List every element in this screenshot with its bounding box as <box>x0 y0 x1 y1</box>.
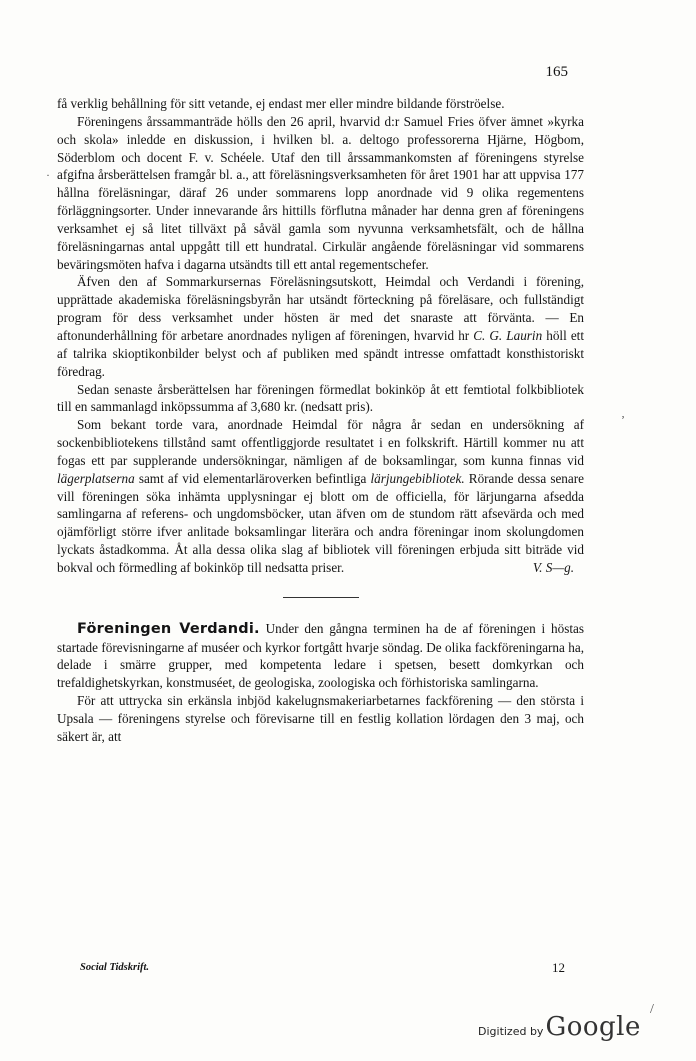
paragraph-5-after: Rörande dessa senare vill föreningen söka inhämta upplysningar ej blott om de officiella, för lärjungarna afsedda samlingarna af referens- och ungdomsböcker, utan äfven om de stundom rätt afsevärda och med ojämförligt större ifver anlitade boksamlingar literära och andra föreningar inom skolungdomen lyckats åstadkomma. Åt alla dessa olika slag af bibliotek vill föreningen erbjuda sitt biträde vid bokval och förmedling af bokinköp till nedsatta priser. <box>57 470 584 575</box>
paragraph-5-middle: samt af vid elementarläroverken befintliga <box>134 470 371 486</box>
google-logo: Google <box>545 1012 641 1042</box>
paragraph-5 <box>57 416 584 577</box>
body-text <box>57 95 584 746</box>
paragraph-3 <box>57 273 584 380</box>
paragraph-5-italic: lägerplatserna <box>57 470 135 486</box>
section-divider <box>283 597 359 598</box>
verdandi-paragraph-2: För att uttrycka sin erkänsla inbjöd kakelugnsmakeriarbetarnes fackförening — den största i Upsala — föreningens styrelse och förevisarne till en festlig kollation lördagen den 3 maj, och säkert är, att <box>57 693 584 744</box>
paragraph-1: få verklig behållning för sitt vetande, ej endast mer eller mindre bildande förströelse. <box>57 96 505 111</box>
footer-journal: Social Tidskrift. <box>80 962 150 973</box>
margin-tick-mark: ʼ <box>621 413 625 427</box>
paragraph-3-before: Äfven den af Sommarkursernas Föreläsningsutskott, Heimdal och Verdandi i förening, upprättade akademiska föreläsningsbyrån har utsändt förteckning på föreläsare, och fullständigt program för dess verksamhet under hösten är med det snaraste att förvänta. — En aftonunderhållning för arbetare anordnades nyligen af föreningen, hvarvid hr <box>57 274 584 343</box>
paragraph-3-italic: C. G. Laurin <box>473 327 543 343</box>
paragraph-3-after: höll ett af talrika skioptikonbilder belyst och af publiken med spändt intresse omfattadt konsthistoriskt föredrag. <box>57 327 584 379</box>
section-heading: Föreningen Verdandi. <box>77 620 260 637</box>
verdandi-text-1: Under den gångna terminen ha de af föreningen i höstas startade förevisningarne af muséer och kyrkor fortgått hvarje söndag. De olika fackföreningarna ha, delade i smärre grupper, med kompetenta ledare i spetsen, besett domkyrkan och trefaldighetskyrkan, konstmuséet, de geologiska, zoologiska och förhistoriska samlingarna. <box>57 620 584 691</box>
paragraph-5-before: Som bekant torde vara, anordnade Heimdal för några år sedan en undersökning af sockenbibliotekens tillstånd samt offentliggjorde resultatet i en folkskrift. Härtill kommer nu att fogas ett par supplerande undersökningar, nämligen af de boksamlingar, som kunna finnas vid <box>57 417 584 468</box>
margin-dot-mark: · <box>46 168 50 182</box>
signature: V. S—g. <box>532 559 574 575</box>
paragraph-4: Sedan senaste årsberättelsen har föreningen förmedlat bokinköp åt ett femtiotal folkbibliotek till en sammanlagd inköpssumma af 3,680 kr. (nedsatt pris). <box>57 381 584 415</box>
digitized-by-label: Digitized by <box>478 1025 544 1038</box>
page-number: 165 <box>545 64 568 80</box>
paragraph-2: Föreningens årssammanträde hölls den 26 april, hvarvid d:r Samuel Fries öfver ämnet »kyrka och skola» inledde en diskussion, i hvilken bl. a. deltogo professorerna Hjärne, Högbom, Söderblom och docent F. v. Schéele. Utaf den till årssammankomsten af föreningens styrelse afgifna årsberättelsen framgår bl. a., att föreläsningsverksamheten för året 1901 har att uppvisa 177 hållna föreläsningar, däraf 26 under sommarens lopp anordnade vid 9 olika regementens förläggningsorter. Under innevarande års hittills förflutna månader har denna gren af föreningens verksamhet ej så litet tillväxt på såväl gamla som nyvunna verksamhetsfält, och de hållna föreläsningarnas antal uppgått till ett hundratal. Cirkulär angående föreläsningar vid sommarens beväringsmöten hafva i dagarna utsändts till ett antal regementschefer. <box>57 113 584 272</box>
footer-sheet-number: 12 <box>552 960 565 975</box>
verdandi-paragraph-1 <box>57 620 584 692</box>
digitized-by-google <box>478 1012 641 1042</box>
paragraph-5-italic-2: lärjungebibliotek. <box>370 470 465 486</box>
margin-pencil-mark: / <box>650 1002 654 1017</box>
